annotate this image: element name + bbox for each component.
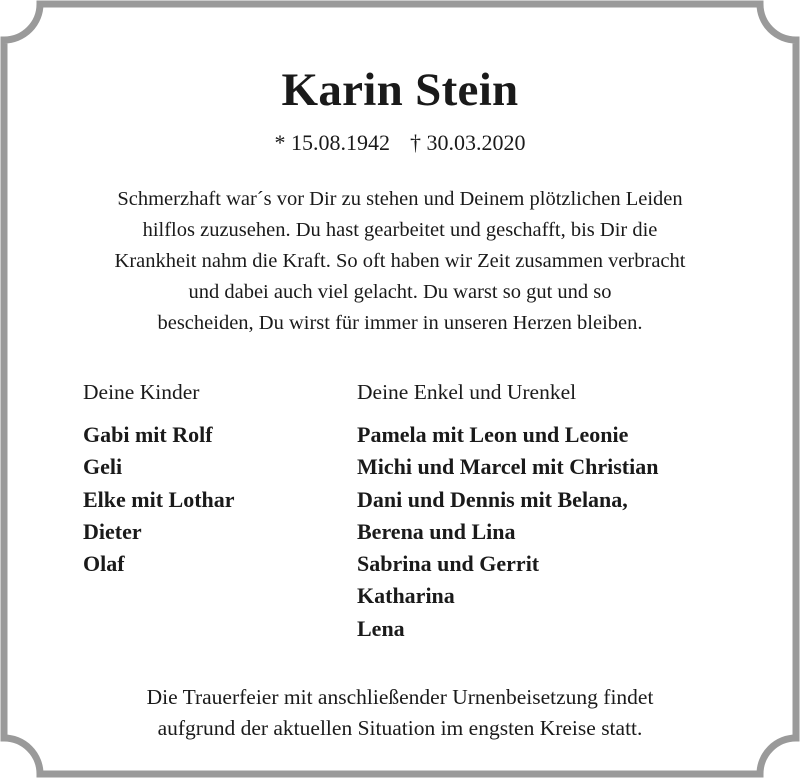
memorial-line: Schmerzhaft war´s vor Dir zu stehen und Deinem plötzlichen Leiden xyxy=(117,188,683,210)
children-column xyxy=(83,377,235,580)
memorial-text xyxy=(50,184,750,339)
grandchildren-column xyxy=(357,377,658,645)
footer-line: aufgrund der aktuellen Situation im engsten Kreise statt. xyxy=(157,716,643,740)
memorial-line: und dabei auch viel gelacht. Du warst so gut und so xyxy=(188,281,612,303)
death-date: † 30.03.2020 xyxy=(410,130,526,155)
list-item: Sabrina und Gerrit xyxy=(357,551,540,577)
children-list xyxy=(83,419,235,580)
grandchildren-heading: Deine Enkel und Urenkel xyxy=(357,380,577,404)
life-dates xyxy=(0,128,800,158)
deceased-name: Karin Stein xyxy=(281,64,519,116)
birth-date: * 15.08.1942 xyxy=(274,130,390,155)
list-item: Geli xyxy=(83,454,123,480)
memorial-line: Krankheit nahm die Kraft. So oft haben wir Zeit zusammen verbracht xyxy=(114,250,686,272)
list-item: Lena xyxy=(357,615,405,641)
list-item: Katharina xyxy=(357,583,455,609)
memorial-line: bescheiden, Du wirst für immer in unseren Herzen bleiben. xyxy=(157,312,643,334)
memorial-line: hilflos zuzusehen. Du hast gearbeitet und geschafft, bis Dir die xyxy=(142,219,658,241)
list-item: Pamela mit Leon und Leonie xyxy=(357,422,629,447)
footer-line: Die Trauerfeier mit anschließender Urnenbeisetzung findet xyxy=(146,685,654,709)
list-item: Olaf xyxy=(83,551,125,577)
list-item: Michi und Marcel mit Christian xyxy=(357,454,659,480)
list-item: Dieter xyxy=(83,518,142,544)
funeral-notice xyxy=(0,682,800,744)
list-item: Berena und Lina xyxy=(357,518,516,544)
children-heading: Deine Kinder xyxy=(83,380,200,404)
list-item: Gabi mit Rolf xyxy=(83,422,213,447)
grandchildren-list xyxy=(357,419,658,645)
list-item: Dani und Dennis mit Belana, xyxy=(357,486,628,512)
list-item: Elke mit Lothar xyxy=(83,486,235,512)
